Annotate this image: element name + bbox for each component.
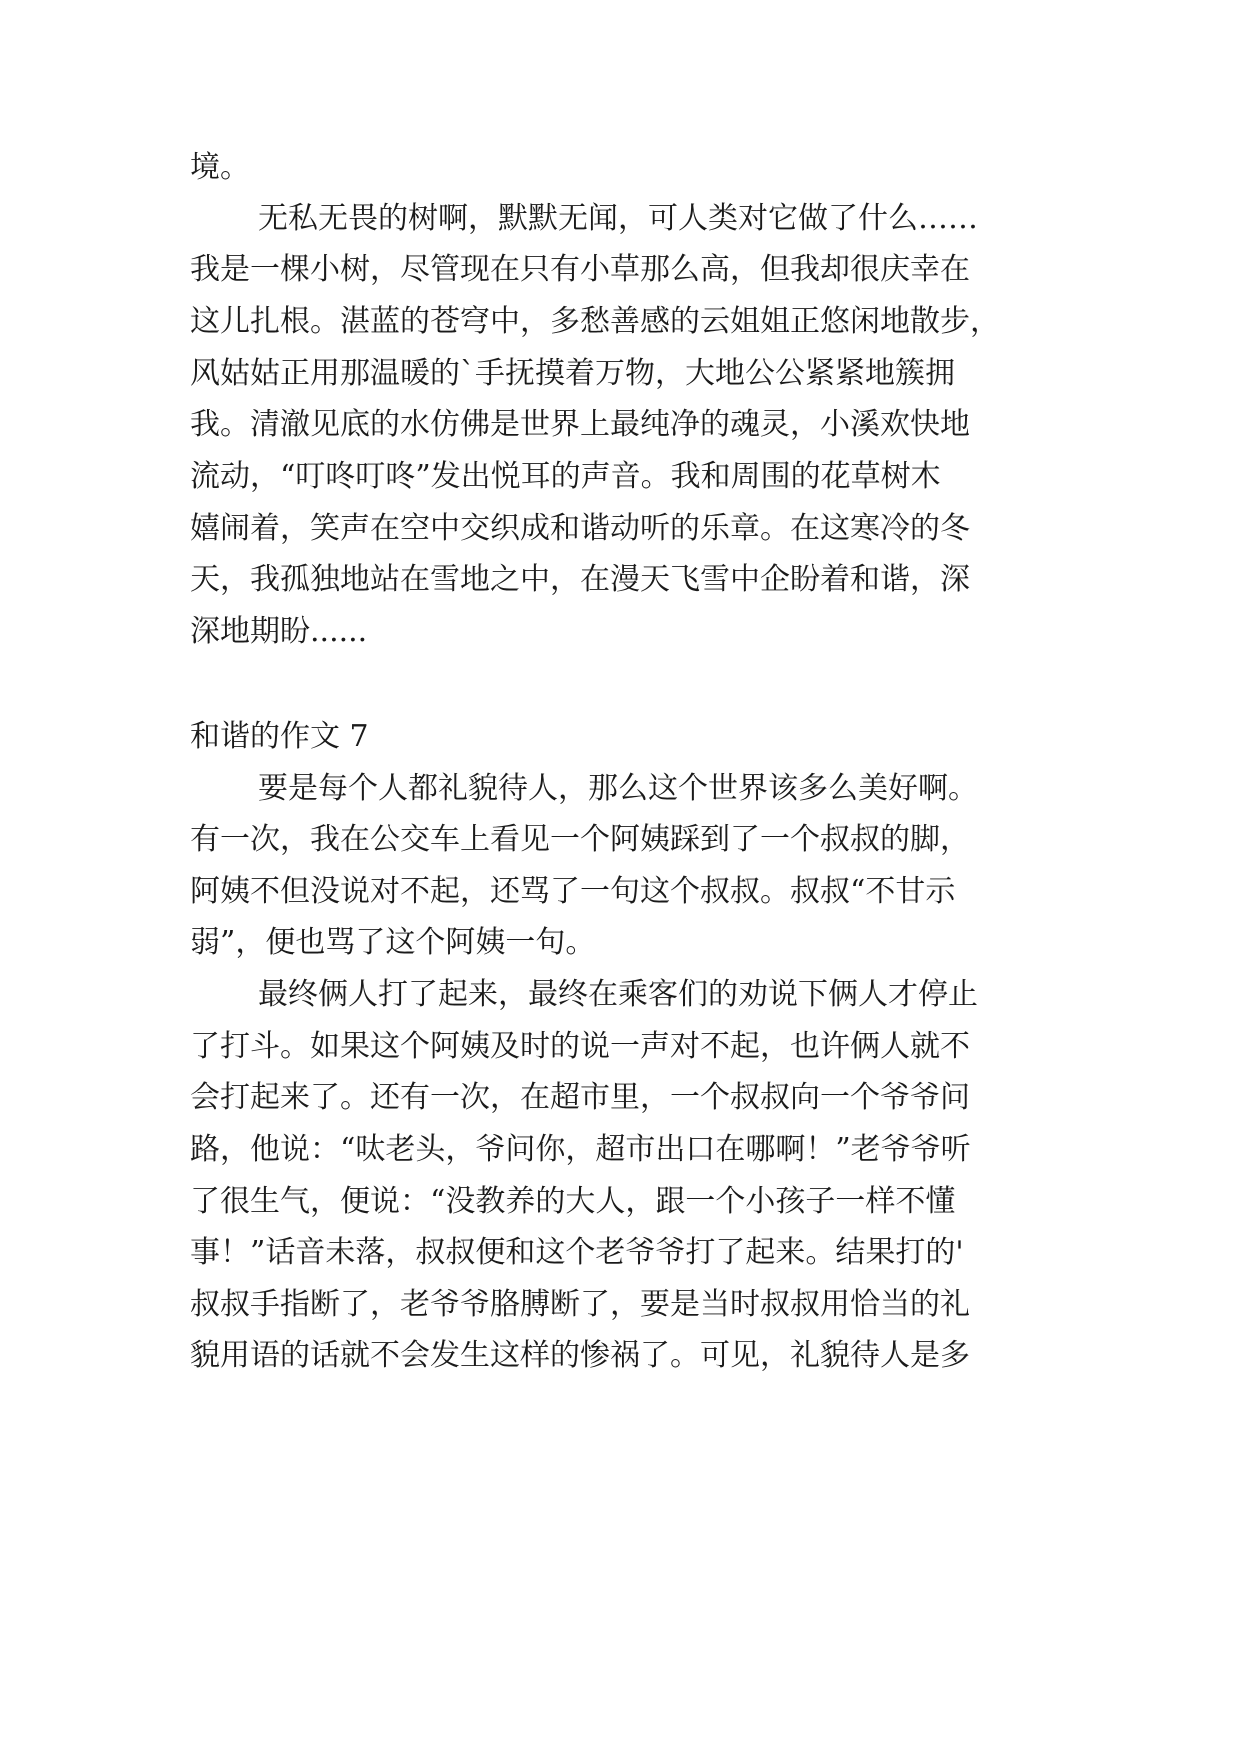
text-line: 了打斗。如果这个阿姨及时的说一声对不起，也许俩人就不 bbox=[190, 1029, 970, 1064]
text-line: 我是一棵小树，尽管现在只有小草那么高，但我却很庆幸在 bbox=[190, 252, 970, 287]
section-heading: 和谐的作文 7 bbox=[190, 719, 369, 754]
text-line: 流动，“叮咚叮咚”发出悦耳的声音。我和周围的花草树木 bbox=[190, 459, 941, 494]
text-line: 无私无畏的树啊，默默无闻，可人类对它做了什么…… bbox=[258, 201, 978, 236]
text-line: 貌用语的话就不会发生这样的惨祸了。可见，礼貌待人是多 bbox=[190, 1338, 970, 1373]
text-line: 会打起来了。还有一次，在超市里，一个叔叔向一个爷爷问 bbox=[190, 1080, 970, 1115]
text-line: 深地期盼...... bbox=[190, 614, 368, 649]
text-line: 有一次，我在公交车上看见一个阿姨踩到了一个叔叔的脚， bbox=[190, 822, 970, 857]
text-line: 最终俩人打了起来，最终在乘客们的劝说下俩人才停止 bbox=[258, 977, 978, 1012]
text-line: 弱”，便也骂了这个阿姨一句。 bbox=[190, 925, 596, 960]
text-line: 了很生气，便说：“没教养的大人，跟一个小孩子一样不懂 bbox=[190, 1184, 956, 1219]
text-line: 要是每个人都礼貌待人，那么这个世界该多么美好啊。 bbox=[258, 771, 978, 806]
text-line: 事！”话音未落，叔叔便和这个老爷爷打了起来。结果打的' bbox=[190, 1235, 964, 1270]
text-line: 这儿扎根。湛蓝的苍穹中，多愁善感的云姐姐正悠闲地散步， bbox=[190, 304, 1000, 339]
text-line: 风姑姑正用那温暖的`手抚摸着万物，大地公公紧紧地簇拥 bbox=[190, 356, 955, 391]
text-line: 阿姨不但没说对不起，还骂了一句这个叔叔。叔叔“不甘示 bbox=[190, 874, 956, 909]
text-line: 我。清澈见底的水仿佛是世界上最纯净的魂灵，小溪欢快地 bbox=[190, 407, 970, 442]
text-line: 嬉闹着，笑声在空中交织成和谐动听的乐章。在这寒冷的冬 bbox=[190, 511, 970, 546]
text-line: 天，我孤独地站在雪地之中，在漫天飞雪中企盼着和谐，深 bbox=[190, 562, 970, 597]
text-line: 境。 bbox=[190, 150, 250, 185]
text-line: 叔叔手指断了，老爷爷胳膊断了，要是当时叔叔用恰当的礼 bbox=[190, 1287, 970, 1322]
text-line: 路，他说：“呔老头，爷问你，超市出口在哪啊！”老爷爷听 bbox=[190, 1132, 971, 1167]
